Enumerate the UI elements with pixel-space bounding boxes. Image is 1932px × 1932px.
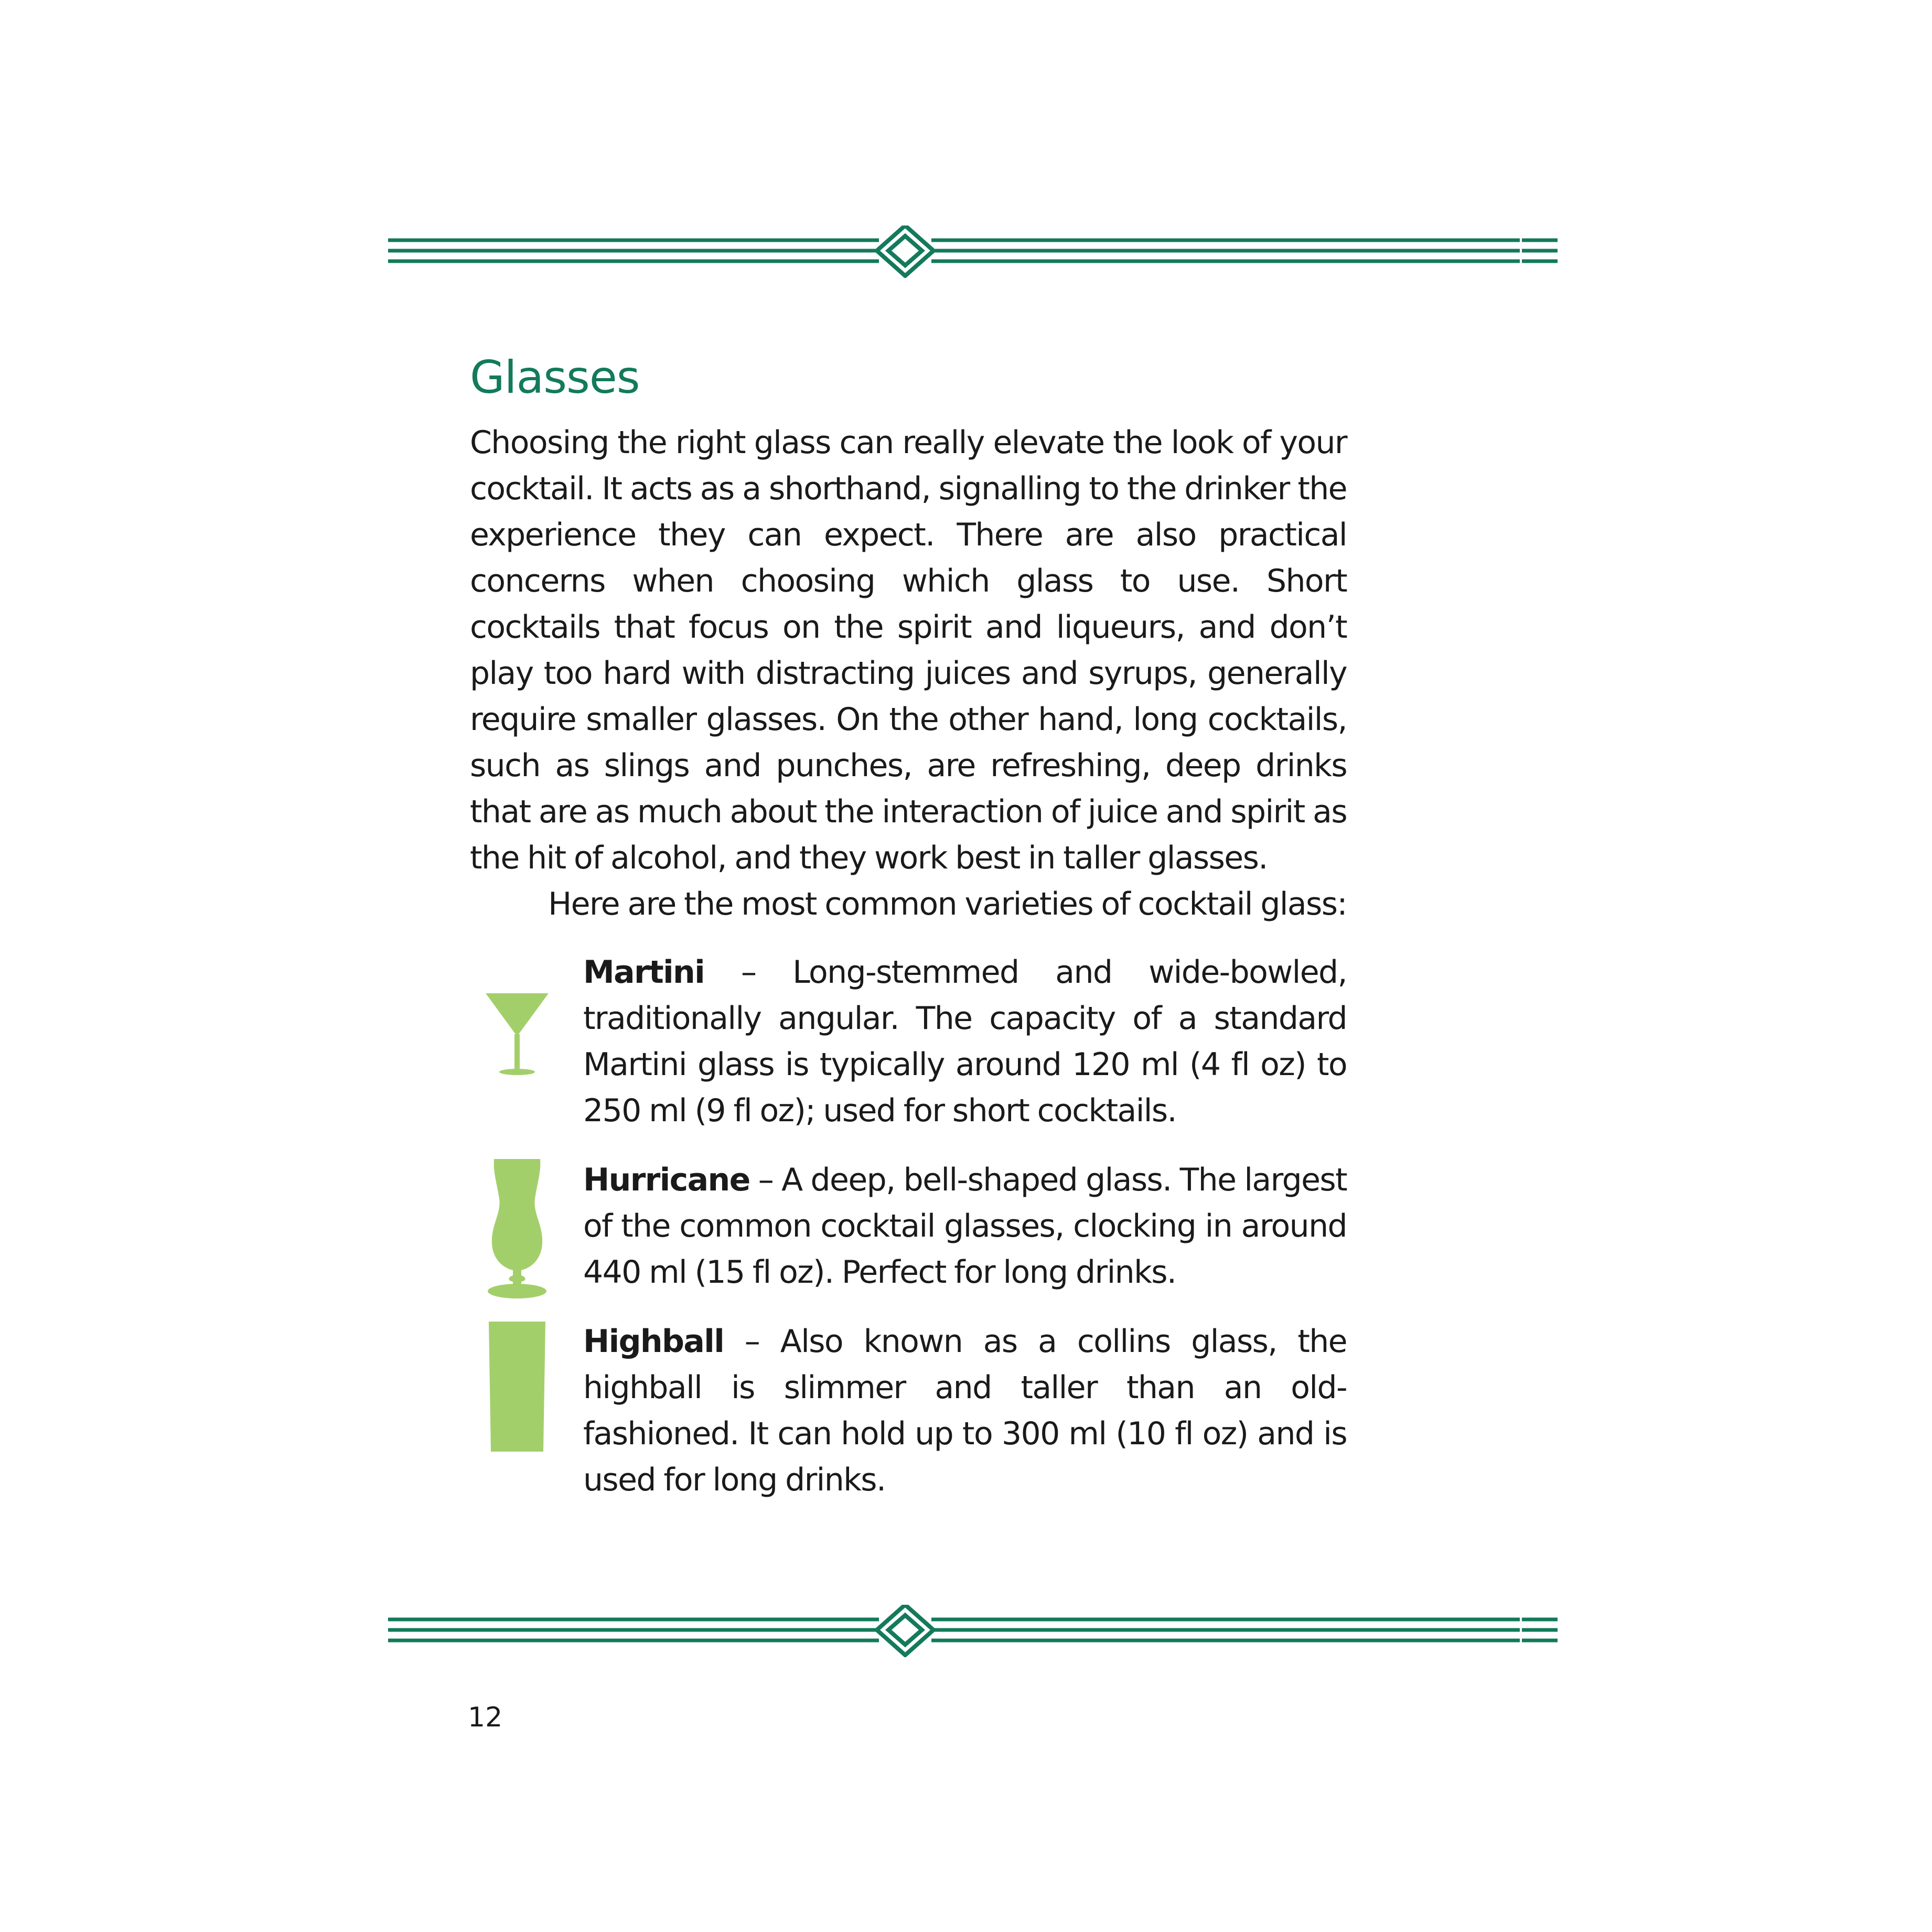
glass-description: – Also known as a collins glass, the highball is slimmer and taller than an old-fashioned. It can hold up to 300 ml (10 fl oz) and is used for long drinks. — [583, 1323, 1347, 1498]
glass-name: Hurricane — [583, 1162, 750, 1198]
divider-lines-icon — [388, 226, 1558, 278]
glass-name: Martini — [583, 954, 705, 991]
bottom-ornamental-divider — [388, 1605, 1558, 1657]
top-ornamental-divider — [388, 226, 1558, 278]
divider-lines-icon — [388, 1605, 1558, 1657]
intro-paragraph: Choosing the right glass can really elevate the look of your cocktail. It acts as a shorthand, signalling to the drinker the experience they can expect. There are also practical concerns when choosing which glass to use. Short cocktails that focus on the spirit and liqueurs, and don’t play too hard with distracting juices and syrups, generally require smaller glasses. On the other hand, long cocktails, such as slings and punches, are refreshing, deep drinks that are as much about the interaction of juice and spirit as the hit of alcohol, and they work best in taller glasses. — [470, 424, 1347, 876]
glass-name: Highball — [583, 1323, 724, 1360]
list-lead-line: Here are the most common varieties of cocktail glass: — [548, 886, 1347, 922]
glass-description: – A deep, bell-shaped glass. The largest of the common cocktail glasses, clocking in around 440 ml (15 fl oz). Perfect for long drinks. — [583, 1162, 1347, 1291]
glass-list — [470, 949, 1347, 1503]
hurricane-glass-icon — [480, 1157, 554, 1298]
page-number: 12 — [468, 1702, 503, 1733]
glass-description: – Long-stemmed and wide-bowled, traditionally angular. The capacity of a standard Martini glass is typically around 120 ml (4 fl oz) to 250 ml (9 fl oz); used for short cocktails. — [583, 954, 1347, 1129]
section-heading: Glasses — [470, 351, 640, 404]
highball-glass-icon — [480, 1318, 554, 1455]
page-content — [470, 346, 1347, 1526]
martini-glass-icon — [480, 988, 554, 1077]
glass-entry-highball — [470, 1318, 1347, 1503]
glass-entry-hurricane — [470, 1157, 1347, 1295]
glass-entry-martini — [470, 949, 1347, 1134]
